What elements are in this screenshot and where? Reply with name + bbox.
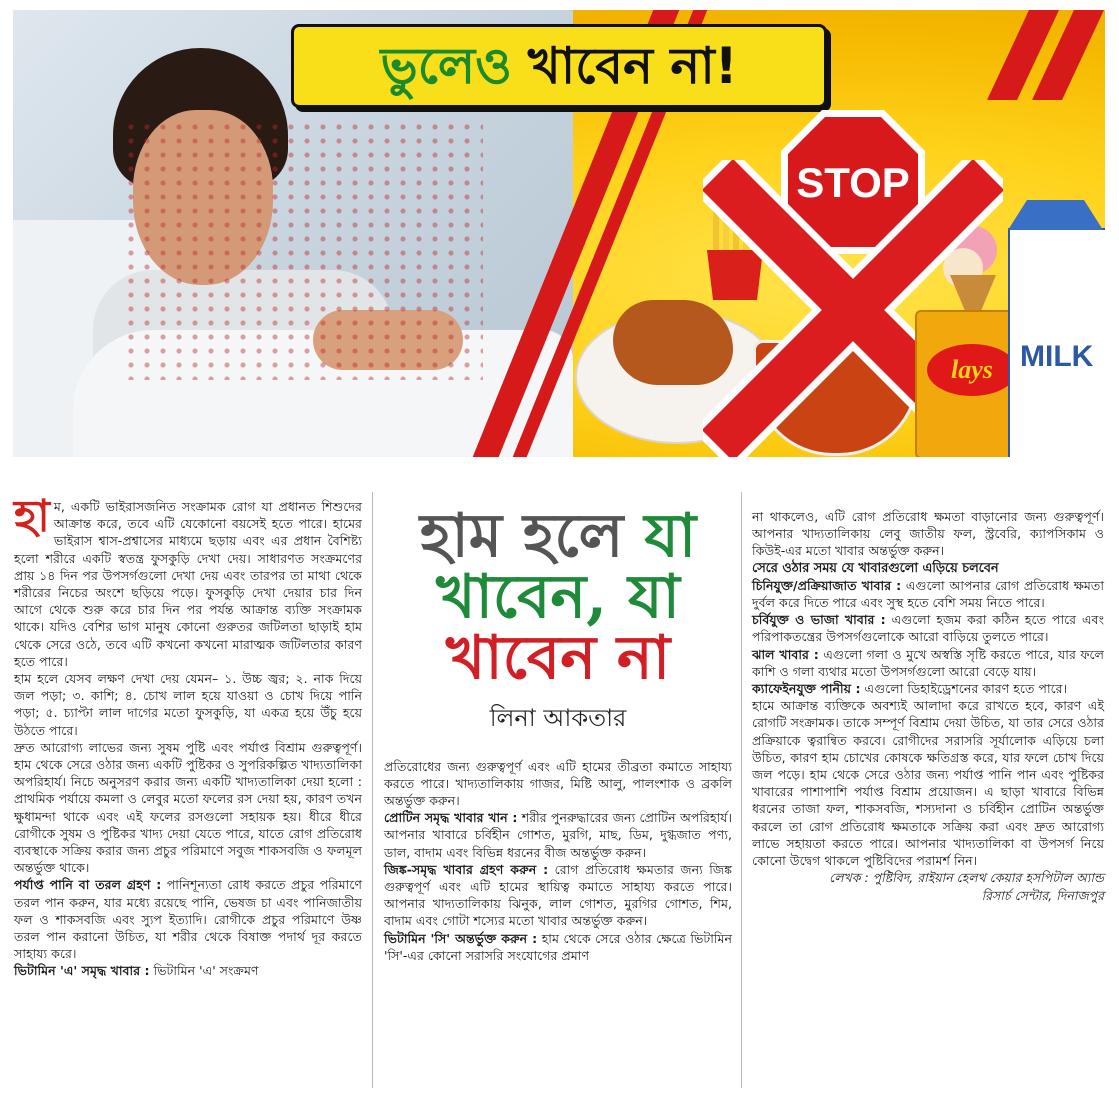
child-hands bbox=[313, 310, 463, 370]
title-line-2: খাবেন, যা bbox=[436, 562, 680, 633]
caffeine-paragraph bbox=[752, 680, 1104, 697]
spicy-paragraph bbox=[752, 646, 1104, 680]
title-line-1-green: যা bbox=[644, 501, 697, 571]
sugar-paragraph bbox=[752, 577, 1104, 611]
drop-cap: হা bbox=[14, 491, 50, 542]
diet-paragraph: দ্রুত আরোগ্য লাভের জন্য সুষম পুষ্টি এবং পর্যাপ্ত বিশ্রাম গুরুত্বপূর্ণ। হাম থেকে সেরে ওঠার জন্য একটি পুষ্টিকর ও সুপরিকল্পিত খাদ্যতালিকা অপরিহার্য। নিচে অনুসরণ করার জন্য একটি খাদ্যতালিকা দেয়া হলো : প্রাথমিক পর্যায়ে কমলা ও লেবুর মতো ফলের রস দেয়া হয়, কারণ তখন ক্ষুধামন্দা থাকে এবং এই ফলের রসগুলো সহায়ক হয়। ধীরে ধীরে রোগীকে সুষম ও পুষ্টিকর খাদ্য দেয়া যেতে পারে, যাতে রোগ প্রতিরোধ ব্যবস্থাকে সক্রিয় করার জন্য প্রচুর পরিমাণে সবুজ শাকসবজি ও ফলমূল অন্তর্ভুক্ত থাকে। bbox=[14, 739, 362, 876]
column-2-body bbox=[384, 758, 732, 964]
banner-headline bbox=[291, 24, 827, 108]
banner-headline-green: ভুলেও bbox=[380, 37, 512, 95]
caffeine-text: এগুলো ডিহাইড্রেশনের কারণ হতে পারে। bbox=[860, 681, 1068, 697]
avoid-foods-heading: সেরে ওঠার সময় যে খাবারগুলো এড়িয়ে চলবেন bbox=[752, 560, 999, 576]
fried-text: এগুলো হজম করা কঠিন হতে পারে এবং পরিপাকতন্ত্রের উপসর্গগুলোকে আরো বাড়িয়ে তুলতে পারে। bbox=[752, 612, 1104, 645]
spicy-text: এগুলো গলা ও মুখে অস্বস্তি সৃষ্টি করতে পারে, যার ফলে কাশি ও গলা ব্যথার মতো উপসর্গগুলো আরো বেড়ে যায়। bbox=[752, 646, 1104, 679]
vitamin-a-continued: প্রতিরোধের জন্য গুরুত্বপূর্ণ এবং এটি হামের তীব্রতা কমাতে সাহায্য করতে পারে। খাদ্যতালিকায় গাজর, মিষ্টি আলু, পালংশাক ও ব্রকলি অন্তর্ভুক্ত করুন। bbox=[384, 758, 732, 808]
milk-carton bbox=[1008, 228, 1105, 457]
intro-paragraph bbox=[14, 491, 362, 670]
child-face bbox=[133, 110, 273, 285]
zinc-paragraph bbox=[384, 861, 732, 930]
author-byline: লিনা আকতার bbox=[489, 703, 627, 732]
vitamin-c-continued: না থাকলেও, এটি রোগ প্রতিরোধ ক্ষমতা বাড়ানোর জন্য গুরুত্বপূর্ণ। আপনার খাদ্যতালিকায় লেবু জাতীয় ফল, স্ট্রবেরি, ক্যাপসিকাম ও কিউই-এর মতো খাবার অন্তর্ভুক্ত করুন। bbox=[752, 509, 1104, 559]
isolation-paragraph: হামে আক্রান্ত ব্যক্তিকে অবশ্যই আলাদা করে রাখতে হবে, কারণ এই রোগটি সংক্রামক। তাকে সম্পূর্ণ বিশ্রাম দেয়া উচিত, যা তার সেরে ওঠার প্রক্রিয়াকে ত্বরান্বিত করবে। রোগীদের সরাসরি সূর্যালোক এড়িয়ে চলা উচিত, কারণ হাম চোখের কোষকে ক্ষতিগ্রস্ত করে, যার ফলে চোখ দিয়ে জল পড়ে। হাম থেকে সেরে ওঠার জন্য পর্যাপ্ত পানি পান এবং পুষ্টিকর খাবারের পাশাপাশি পর্যাপ্ত বিশ্রাম প্রয়োজন। এ ছাড়া খাবারে বিভিন্ন ধরনের তাজা ফল, শাকসবজি, শস্যদানা ও চর্বিহীন প্রোটিন অন্তর্ভুক্ত করলে তা রোগ প্রতিরোধ ক্ষমতাকে সক্রিয় করা এবং দ্রুত আরোগ্য লাভে সহায়তা করতে পারে। আপনার খাদ্যতালিকা বা উপসর্গ নিয়ে কোনো উদ্বেগ থাকলে পুষ্টিবিদের পরামর্শ নিন। bbox=[752, 698, 1104, 869]
article-column-2 bbox=[384, 501, 733, 964]
vitamin-a-text: ভিটামিন 'এ' সংক্রমণ bbox=[149, 963, 259, 979]
protein-text: শরীর পুনরুদ্ধারের জন্য প্রোটিন অপরিহার্য। আপনার খাবারে চর্বিহীন গোশত, মুরগি, মাছ, ডিম, দুগ্ধজাত পণ্য, ডাল, বাদাম এবং বিভিন্ন ধরনের বীজ অন্তর্ভুক্ত করুন। bbox=[384, 810, 732, 860]
fried-lead: চর্বিযুক্ত ও ভাজা খাবার : bbox=[752, 612, 886, 628]
caffeine-lead: ক্যাফেইনযুক্ত পানীয় : bbox=[752, 681, 861, 697]
author-credit-line-2: রিসার্চ সেন্টার, দিনাজপুর bbox=[981, 887, 1104, 903]
milk-carton-top bbox=[1008, 200, 1103, 230]
author-credit-line-1: লেখক : পুষ্টিবিদ, রাইয়ান হেলথ কেয়ার হসপিটাল অ্যান্ড bbox=[829, 870, 1104, 886]
fluids-lead: পর্যাপ্ত পানি বা তরল গ্রহণ : bbox=[14, 877, 162, 893]
article-column-3 bbox=[752, 508, 1104, 904]
intro-text: ম, একটি ভাইরাসজনিত সংক্রামক রোগ যা প্রধানত শিশুদের আক্রান্ত করে, তবে এটি যেকোনো বয়সেই হতে পারে। হামের ভাইরাস শ্বাস-প্রশ্বাসের মাধ্যমে ছড়ায় এবং এর প্রধান বৈশিষ্ট্য হলো শরীরে একটি স্বতন্ত্র ফুসকুড়ি দেখা দেয়। সাধারণত সংক্রমণের প্রায় ১৪ দিন পর উপসর্গগুলো দেখা দেয় এবং তারপর তা মাথা থেকে শরীরের নিচের অংশে ছড়িয়ে পড়ে। ফুসকুড়ি দেখা দেয়ার চার দিন আগে থেকে শুরু করে চার দিন পর পর্যন্ত আক্রান্ত ব্যক্তি সংক্রামক থাকে। যদিও বেশির ভাগ মানুষ কোনো গুরুতর জটিলতা ছাড়াই হাম থেকে সেরে ওঠে, তবে এটি কখনো কখনো মারাত্মক জটিলতার কারণ হতে পারে। bbox=[14, 499, 362, 669]
fluids-paragraph bbox=[14, 876, 362, 962]
fluids-text: পানিশূন্যতা রোধ করতে প্রচুর পরিমাণে তরল পান করুন, যার মধ্যে রয়েছে পানি, ভেষজ চা এবং পানিজাতীয় ফল ও শাকসবজি এবং স্যুপ ইত্যাদি। রোগীকে প্রচুর পরিমাণে উষ্ণ তরল পান করানো উচিত, যা শরীর থেকে বিষাক্ত পদার্থ দূর করতে সাহায্য করে। bbox=[14, 877, 362, 962]
sugar-text: এগুলো আপনার রোগ প্রতিরোধ ক্ষমতা দুর্বল করে দিতে পারে এবং সুস্থ হতে বেশি সময় নিতে পারে। bbox=[752, 577, 1104, 611]
spicy-lead: ঝাল খাবার : bbox=[752, 646, 819, 662]
red-accent-top-right bbox=[998, 10, 1105, 100]
vitamin-c-text: হাম থেকে সেরে ওঠার ক্ষেত্রে ভিটামিন 'সি'-এর কোনো সরাসরি সংযোগের প্রমাণ bbox=[384, 930, 733, 963]
zinc-lead: জিঙ্ক-সমৃদ্ধ খাবার গ্রহণ করুন : bbox=[384, 861, 549, 877]
protein-paragraph bbox=[384, 809, 732, 861]
banner-illustration bbox=[13, 10, 1105, 457]
chips-logo: lays bbox=[927, 344, 1017, 396]
article-column-1 bbox=[14, 491, 362, 980]
column-divider bbox=[741, 492, 742, 1088]
stop-sign-text: STOP bbox=[796, 159, 910, 206]
vitamin-c-paragraph bbox=[384, 930, 732, 964]
zinc-text: রোগ প্রতিরোধ ক্ষমতার জন্য জিঙ্ক গুরুত্বপূর্ণ এবং এটি হামের স্থায়িত্ব কমাতে সাহায্য করতে পারে। আপনার খাদ্যতালিকায় ঝিনুক, লাল গোশত, মুরগির গোশত, শিম, বাদাম এবং গোটা শস্যের মতো খাবার অন্তর্ভুক্ত করুন। bbox=[384, 861, 732, 929]
column-divider bbox=[372, 492, 373, 1088]
vitamin-a-paragraph bbox=[14, 962, 362, 979]
banner-headline-black: খাবেন না! bbox=[527, 37, 738, 95]
milk-label: MILK bbox=[1020, 340, 1094, 373]
fried-paragraph bbox=[752, 611, 1104, 645]
title-line-1 bbox=[384, 501, 732, 571]
title-line-1-gray: হাম হলে bbox=[419, 501, 645, 571]
article-title bbox=[384, 501, 732, 694]
title-line-3: খাবেন না bbox=[445, 623, 671, 694]
vitamin-c-lead: ভিটামিন 'সি' অন্তর্ভুক্ত করুন : bbox=[384, 930, 538, 946]
protein-lead: প্রোটিন সমৃদ্ধ খাবার খান : bbox=[384, 810, 518, 826]
vitamin-a-lead: ভিটামিন 'এ' সমৃদ্ধ খাবার : bbox=[14, 963, 150, 979]
symptoms-paragraph: হাম হলে যেসব লক্ষণ দেখা দেয় যেমন– ১. উচ্চ জ্বর; ২. নাক দিয়ে জল পড়া; ৩. কাশি; ৪. চোখ লাল হয়ে যাওয়া ও চোখ দিয়ে পানি পড়া; ৫. চ্যাপ্টা লাল দাগের মতো ফুসকুড়ি, যা একত্র হয়ে উঁচু হয়ে উঠতে পারে। bbox=[14, 671, 362, 738]
sugar-lead: চিনিযুক্ত/প্রক্রিয়াজাত খাবার : bbox=[752, 577, 902, 593]
